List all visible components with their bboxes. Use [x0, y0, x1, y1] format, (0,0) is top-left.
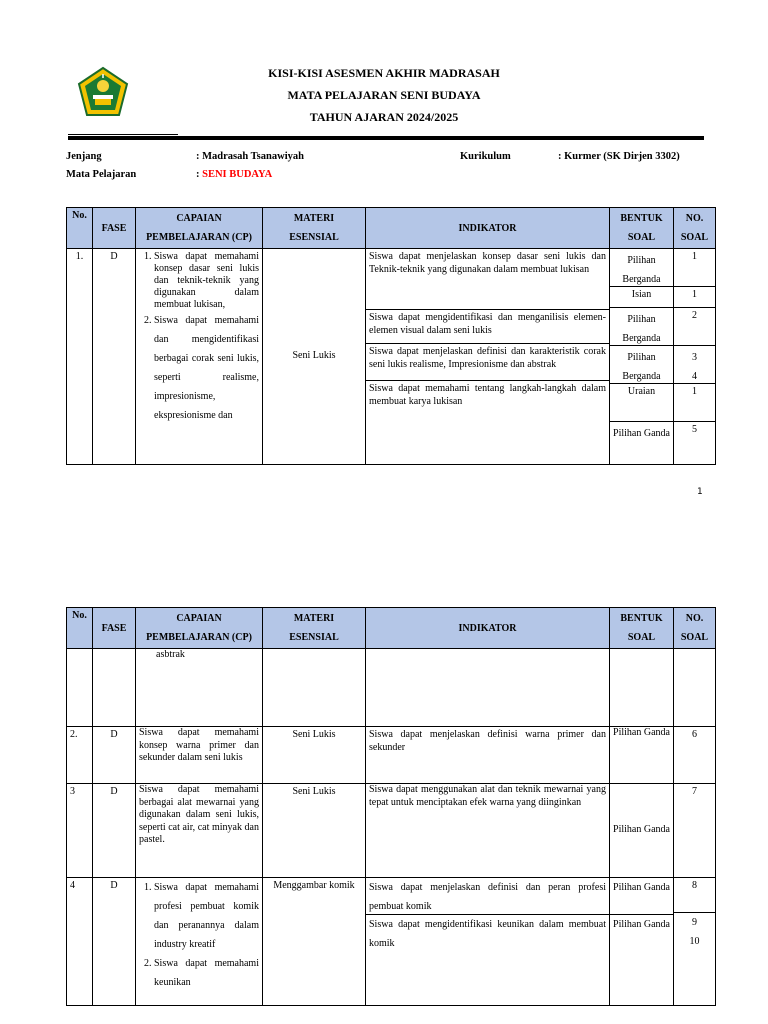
- bentuk-item: Pilihan Berganda: [610, 346, 673, 384]
- kurikulum-value: : Kurmer (SK Dirjen 3302): [558, 151, 680, 162]
- row-materi: Menggambar komik: [263, 878, 366, 1006]
- indikator-item: Siswa dapat memahami tentang langkah-langkah dalam membuat karya lukisan: [369, 383, 606, 407]
- indikator-item: Siswa dapat menjelaskan definisi dan peran profesi pembuat komik: [366, 878, 609, 915]
- bentuk-item: Pilihan Ganda: [613, 919, 670, 930]
- bentuk-item: Pilihan Berganda: [610, 249, 673, 287]
- header-divider-thin: [68, 134, 178, 135]
- row-bentuk: [610, 249, 674, 465]
- col-header-indikator: INDIKATOR: [366, 608, 610, 649]
- table-row: [67, 649, 716, 727]
- table-row: [67, 249, 716, 465]
- row-cp: [136, 878, 263, 1006]
- indikator-item: Siswa dapat menjelaskan konsep dasar seni lukis dan Teknik-teknik yang digunakan dalam membuat lukisan: [366, 249, 609, 310]
- row-nosoal: [674, 249, 716, 465]
- nosoal-item: 9 10: [689, 917, 700, 947]
- row-bentuk: Pilihan Ganda: [610, 727, 674, 784]
- nosoal-item: 1: [674, 384, 715, 422]
- kurikulum-label: Kurikulum: [460, 151, 511, 162]
- bentuk-item: Pilihan Ganda: [610, 878, 673, 915]
- row-no: 1.: [67, 249, 93, 465]
- col-header-no: No.: [67, 608, 93, 649]
- row-bentuk: Pilihan Ganda: [610, 784, 674, 878]
- col-header-no: No.: [67, 208, 93, 249]
- bentuk-item: Pilihan Berganda: [610, 308, 673, 346]
- cp-item: 2. Siswa dapat memahami keunikan: [154, 954, 259, 992]
- table-row: [67, 784, 716, 878]
- indikator-item: Siswa dapat mengidentifikasi dan menganilisis elemen-elemen visual dalam seni lukis: [366, 310, 609, 344]
- row-materi: Seni Lukis: [263, 727, 366, 784]
- bentuk-item: Isian: [610, 287, 673, 308]
- col-header-materi: MATERI ESENSIAL: [263, 608, 366, 649]
- col-header-indikator: INDIKATOR: [366, 208, 610, 249]
- cp-item: 2. Siswa dapat memahami dan mengidentifikasi berbagai corak seni lukis, seperti realisme, impresionisme, ekspresionisme dan: [154, 311, 259, 425]
- row-indikator: Siswa dapat menggunakan alat dan teknik mewarnai yang tepat untuk menciptakan efek warna yang diinginkan: [366, 784, 610, 878]
- nosoal-item: 3 4: [674, 346, 715, 384]
- row-fase: D: [93, 249, 136, 465]
- cp-item: 1. Siswa dapat memahami konsep dasar seni lukis dan teknik-teknik yang digunakan dalam membuat lukisan,: [154, 251, 259, 311]
- nosoal-item: 1: [674, 287, 715, 308]
- row-bentuk: [610, 878, 674, 1006]
- row-nosoal: 7: [674, 784, 716, 878]
- page-number: 1: [697, 487, 703, 497]
- document-title-line2: MATA PELAJARAN SENI BUDAYA: [287, 88, 481, 102]
- nosoal-item: 2: [674, 308, 715, 346]
- row-cp: Siswa dapat memahami konsep warna primer dan sekunder dalam seni lukis: [136, 727, 263, 784]
- col-header-nosoal: NO. SOAL: [674, 608, 716, 649]
- table-row: [67, 878, 716, 1006]
- mapel-label: Mata Pelajaran: [66, 169, 137, 180]
- bentuk-item: Uraian: [610, 384, 673, 422]
- jenjang-label: Jenjang: [66, 151, 102, 162]
- row-nosoal: 6: [674, 727, 716, 784]
- row-indikator: [366, 249, 610, 465]
- col-header-bentuk: BENTUK SOAL: [610, 208, 674, 249]
- kisi-kisi-table-page2: [66, 607, 716, 1006]
- nosoal-item: 8: [674, 878, 715, 913]
- col-header-materi: MATERI ESENSIAL: [263, 208, 366, 249]
- nosoal-item: 5: [692, 424, 697, 435]
- row-nosoal: [674, 878, 716, 1006]
- document-title-line1: KISI-KISI ASESMEN AKHIR MADRASAH: [268, 66, 500, 80]
- indikator-item: Siswa dapat mengidentifikasi keunikan dalam membuat komik: [369, 919, 606, 949]
- col-header-fase: FASE: [93, 208, 136, 249]
- col-header-bentuk: BENTUK SOAL: [610, 608, 674, 649]
- bentuk-item: Pilihan Ganda: [613, 428, 670, 439]
- header-divider: [68, 136, 704, 140]
- row-indikator: [366, 878, 610, 1006]
- col-header-nosoal: NO. SOAL: [674, 208, 716, 249]
- row-fase: D: [93, 784, 136, 878]
- mapel-subject: SENI BUDAYA: [202, 169, 273, 180]
- row-cp-continued: asbtrak: [136, 649, 263, 727]
- cp-item: 1. Siswa dapat memahami profesi pembuat komik dan peranannya dalam industry kreatif: [154, 878, 259, 954]
- table-row: [67, 727, 716, 784]
- col-header-cp: CAPAIAN PEMBELAJARAN (CP): [136, 608, 263, 649]
- row-fase: D: [93, 878, 136, 1006]
- kisi-kisi-table-page1: [66, 207, 716, 465]
- mapel-colon: :: [196, 169, 203, 180]
- col-header-fase: FASE: [93, 608, 136, 649]
- row-fase: D: [93, 727, 136, 784]
- document-title-line3: TAHUN AJARAN 2024/2025: [309, 110, 459, 124]
- row-cp: [136, 249, 263, 465]
- nosoal-item: 1: [674, 249, 715, 287]
- row-no: 4: [67, 878, 93, 1006]
- row-indikator: Siswa dapat menjelaskan definisi warna primer dan sekunder: [366, 727, 610, 784]
- indikator-item: Siswa dapat menjelaskan definisi dan karakteristik corak seni lukis realisme, Impresionisme dan abstrak: [366, 344, 609, 381]
- row-materi: Seni Lukis: [263, 249, 366, 465]
- mapel-value: [196, 169, 272, 180]
- row-materi: Seni Lukis: [263, 784, 366, 878]
- row-no: 3: [67, 784, 93, 878]
- row-cp: Siswa dapat memahami berbagai alat mewarnai yang digunakan dalam seni lukis, seperti cat air, cat minyak dan pastel.: [136, 784, 263, 878]
- col-header-cp: CAPAIAN PEMBELAJARAN (CP): [136, 208, 263, 249]
- jenjang-value: : Madrasah Tsanawiyah: [196, 151, 304, 162]
- row-no: 2.: [67, 727, 93, 784]
